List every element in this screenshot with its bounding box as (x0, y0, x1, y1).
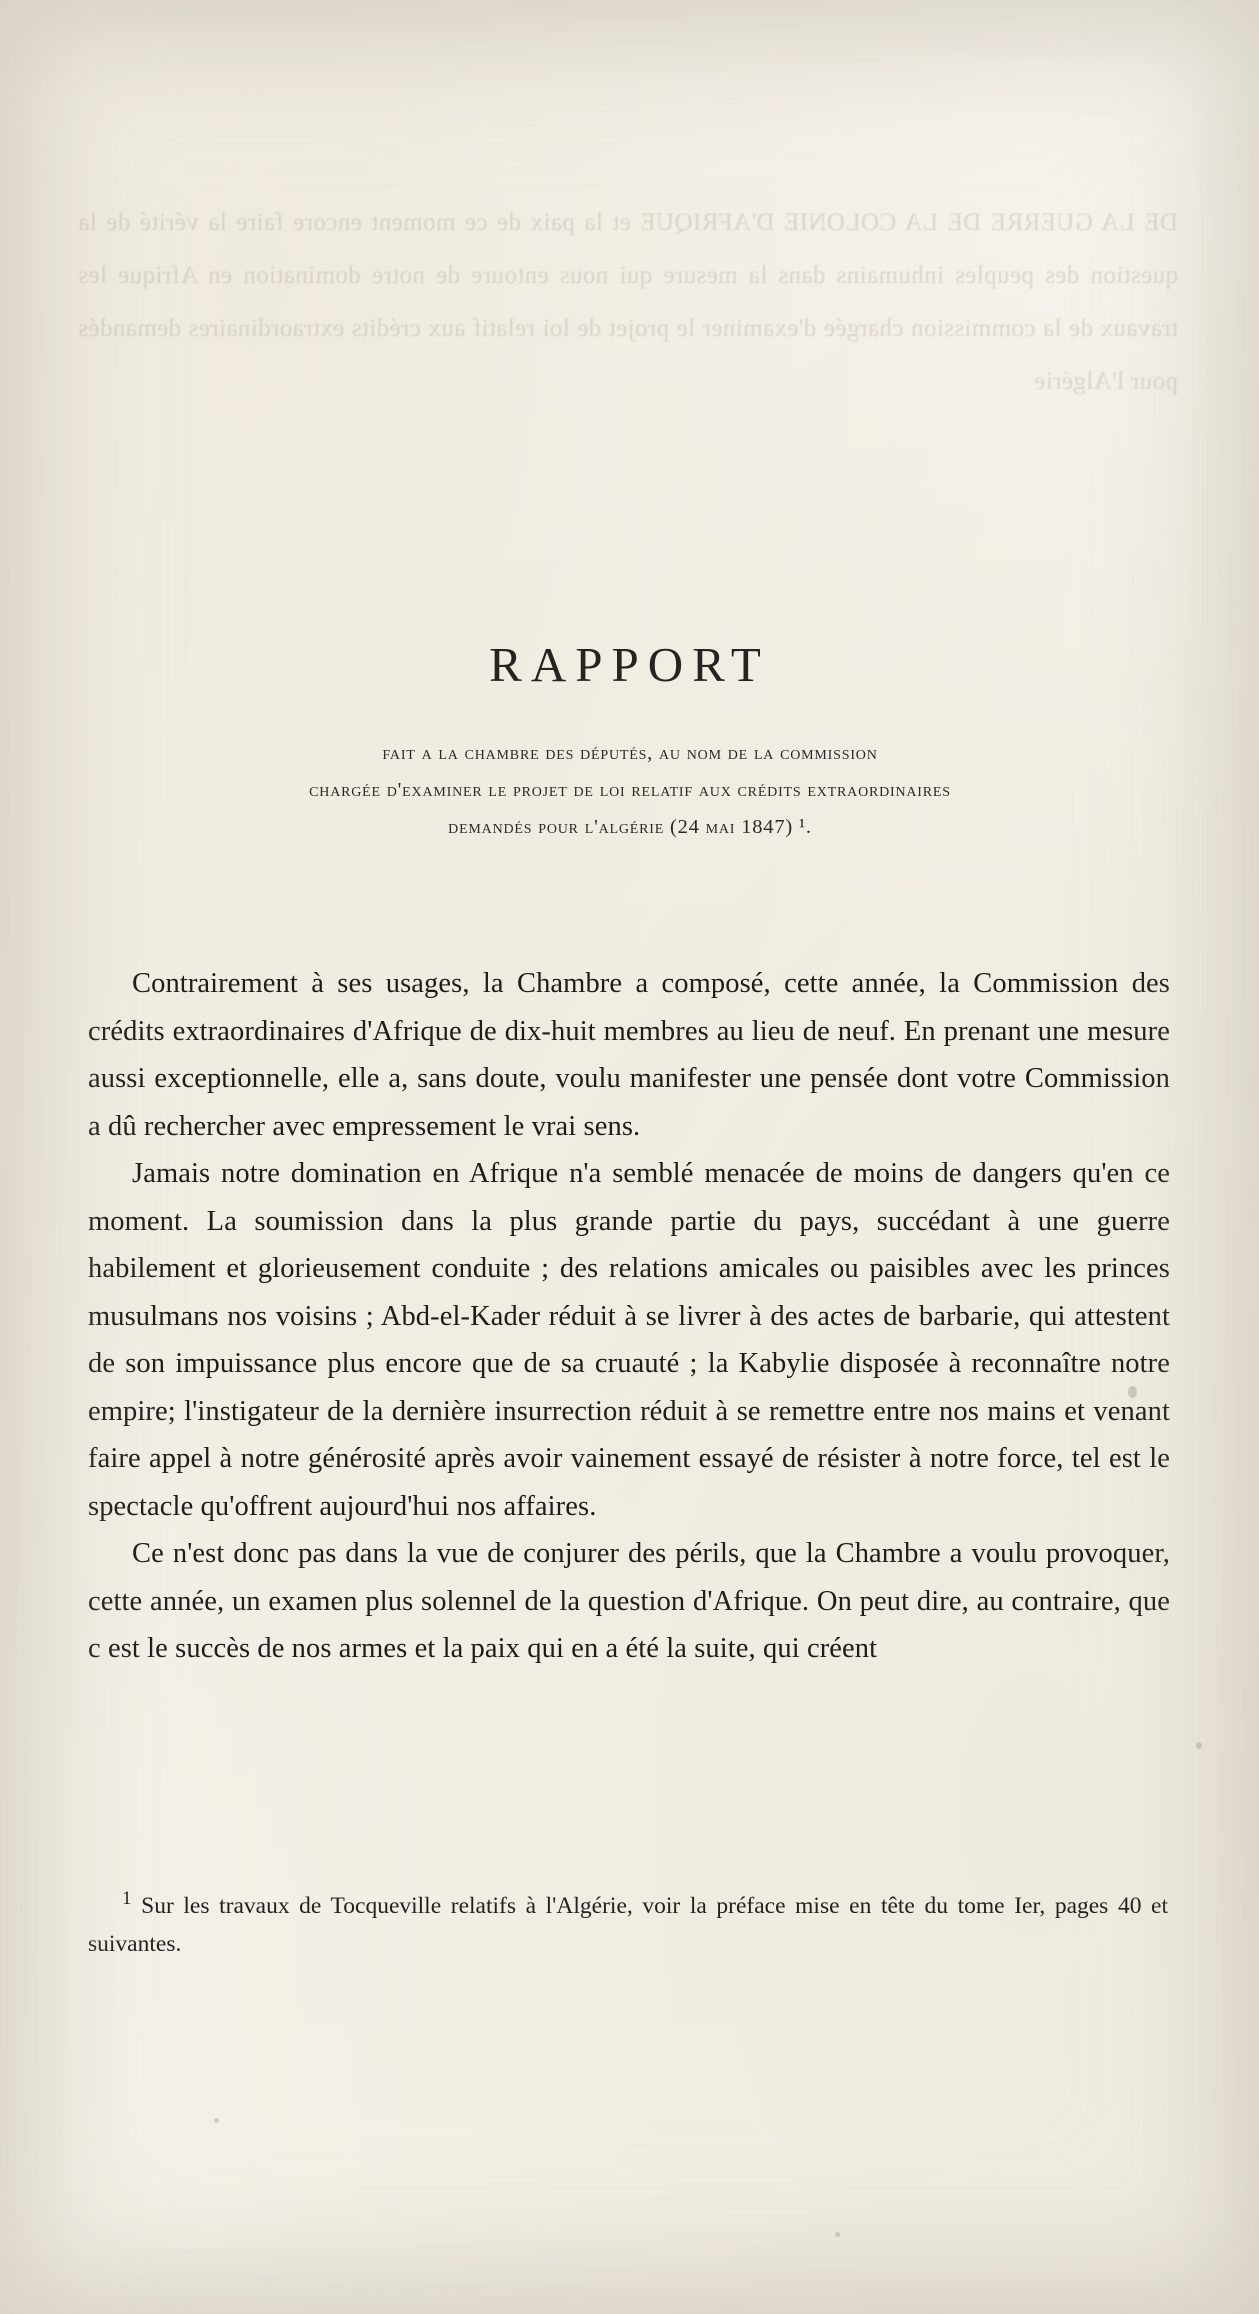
subtitle-line-3: demandés pour l'algérie (24 mai 1847) ¹. (448, 816, 812, 838)
paragraph: Ce n'est donc pas dans la vue de conjurer des périls, que la Chambre a voulu provoquer, cette année, un examen plus solennel de la question d'Afrique. On peut dire, au contraire, que c est le succès de nos armes et la paix qui en a été la suite, qui créent (88, 1538, 1170, 1664)
subtitle-line-1: fait a la chambre des députés, au nom de la commission (382, 742, 878, 764)
show-through-text: DE LA GUERRE DE LA COLONIE D'AFRIQUE et la paix de ce moment encore faire la vérité de la question des peuples inhumains dans la mesure qui nous entoure de notre domination en Afrique les travaux de la commission chargée d'examiner le projet de loi relatif aux crédits extraordinaires demandés pour l'Algérie (78, 209, 1178, 395)
body-text (88, 960, 1170, 1673)
paragraph: Contrairement à ses usages, la Chambre a composé, cette année, la Commission des crédits extraordinaires d'Afrique de dix-huit membres au lieu de neuf. En prenant une mesure aussi exceptionnelle, elle a, sans doute, voulu manifester une pensée dont votre Commission a dû rechercher avec empressement le vrai sens. (88, 968, 1170, 1142)
footnote-text: Sur les travaux de Tocqueville relatifs à l'Algérie, voir la préface mise en tête du tome Ier, pages 40 et suivantes. (88, 1892, 1169, 1957)
footnote-marker: 1 (122, 1888, 132, 1909)
document-subtitle (120, 735, 1140, 846)
subtitle-line-2: chargée d'examiner le projet de loi relatif aux crédits extraordinaires (309, 779, 951, 801)
footnote (88, 1880, 1168, 1963)
page-title: RAPPORT (489, 637, 770, 692)
paragraph: Jamais notre domination en Afrique n'a semblé menacée de moins de dangers qu'en ce moment. La soumission dans la plus grande partie du pays, succédant à une guerre habilement et glorieusement conduite ; des relations amicales ou paisibles avec les princes musulmans nos voisins ; Abd-el-Kader réduit à se livrer à des actes de barbarie, qui attestent de son impuissance plus encore que de sa cruauté ; la Kabylie disposée à reconnaître notre empire; l'instigateur de la dernière insurrection réduit à se remettre entre nos mains et venant faire appel à notre générosité après avoir vainement essayé de résister à notre force, tel est le spectacle qu'offrent aujourd'hui nos affaires. (88, 1158, 1170, 1522)
